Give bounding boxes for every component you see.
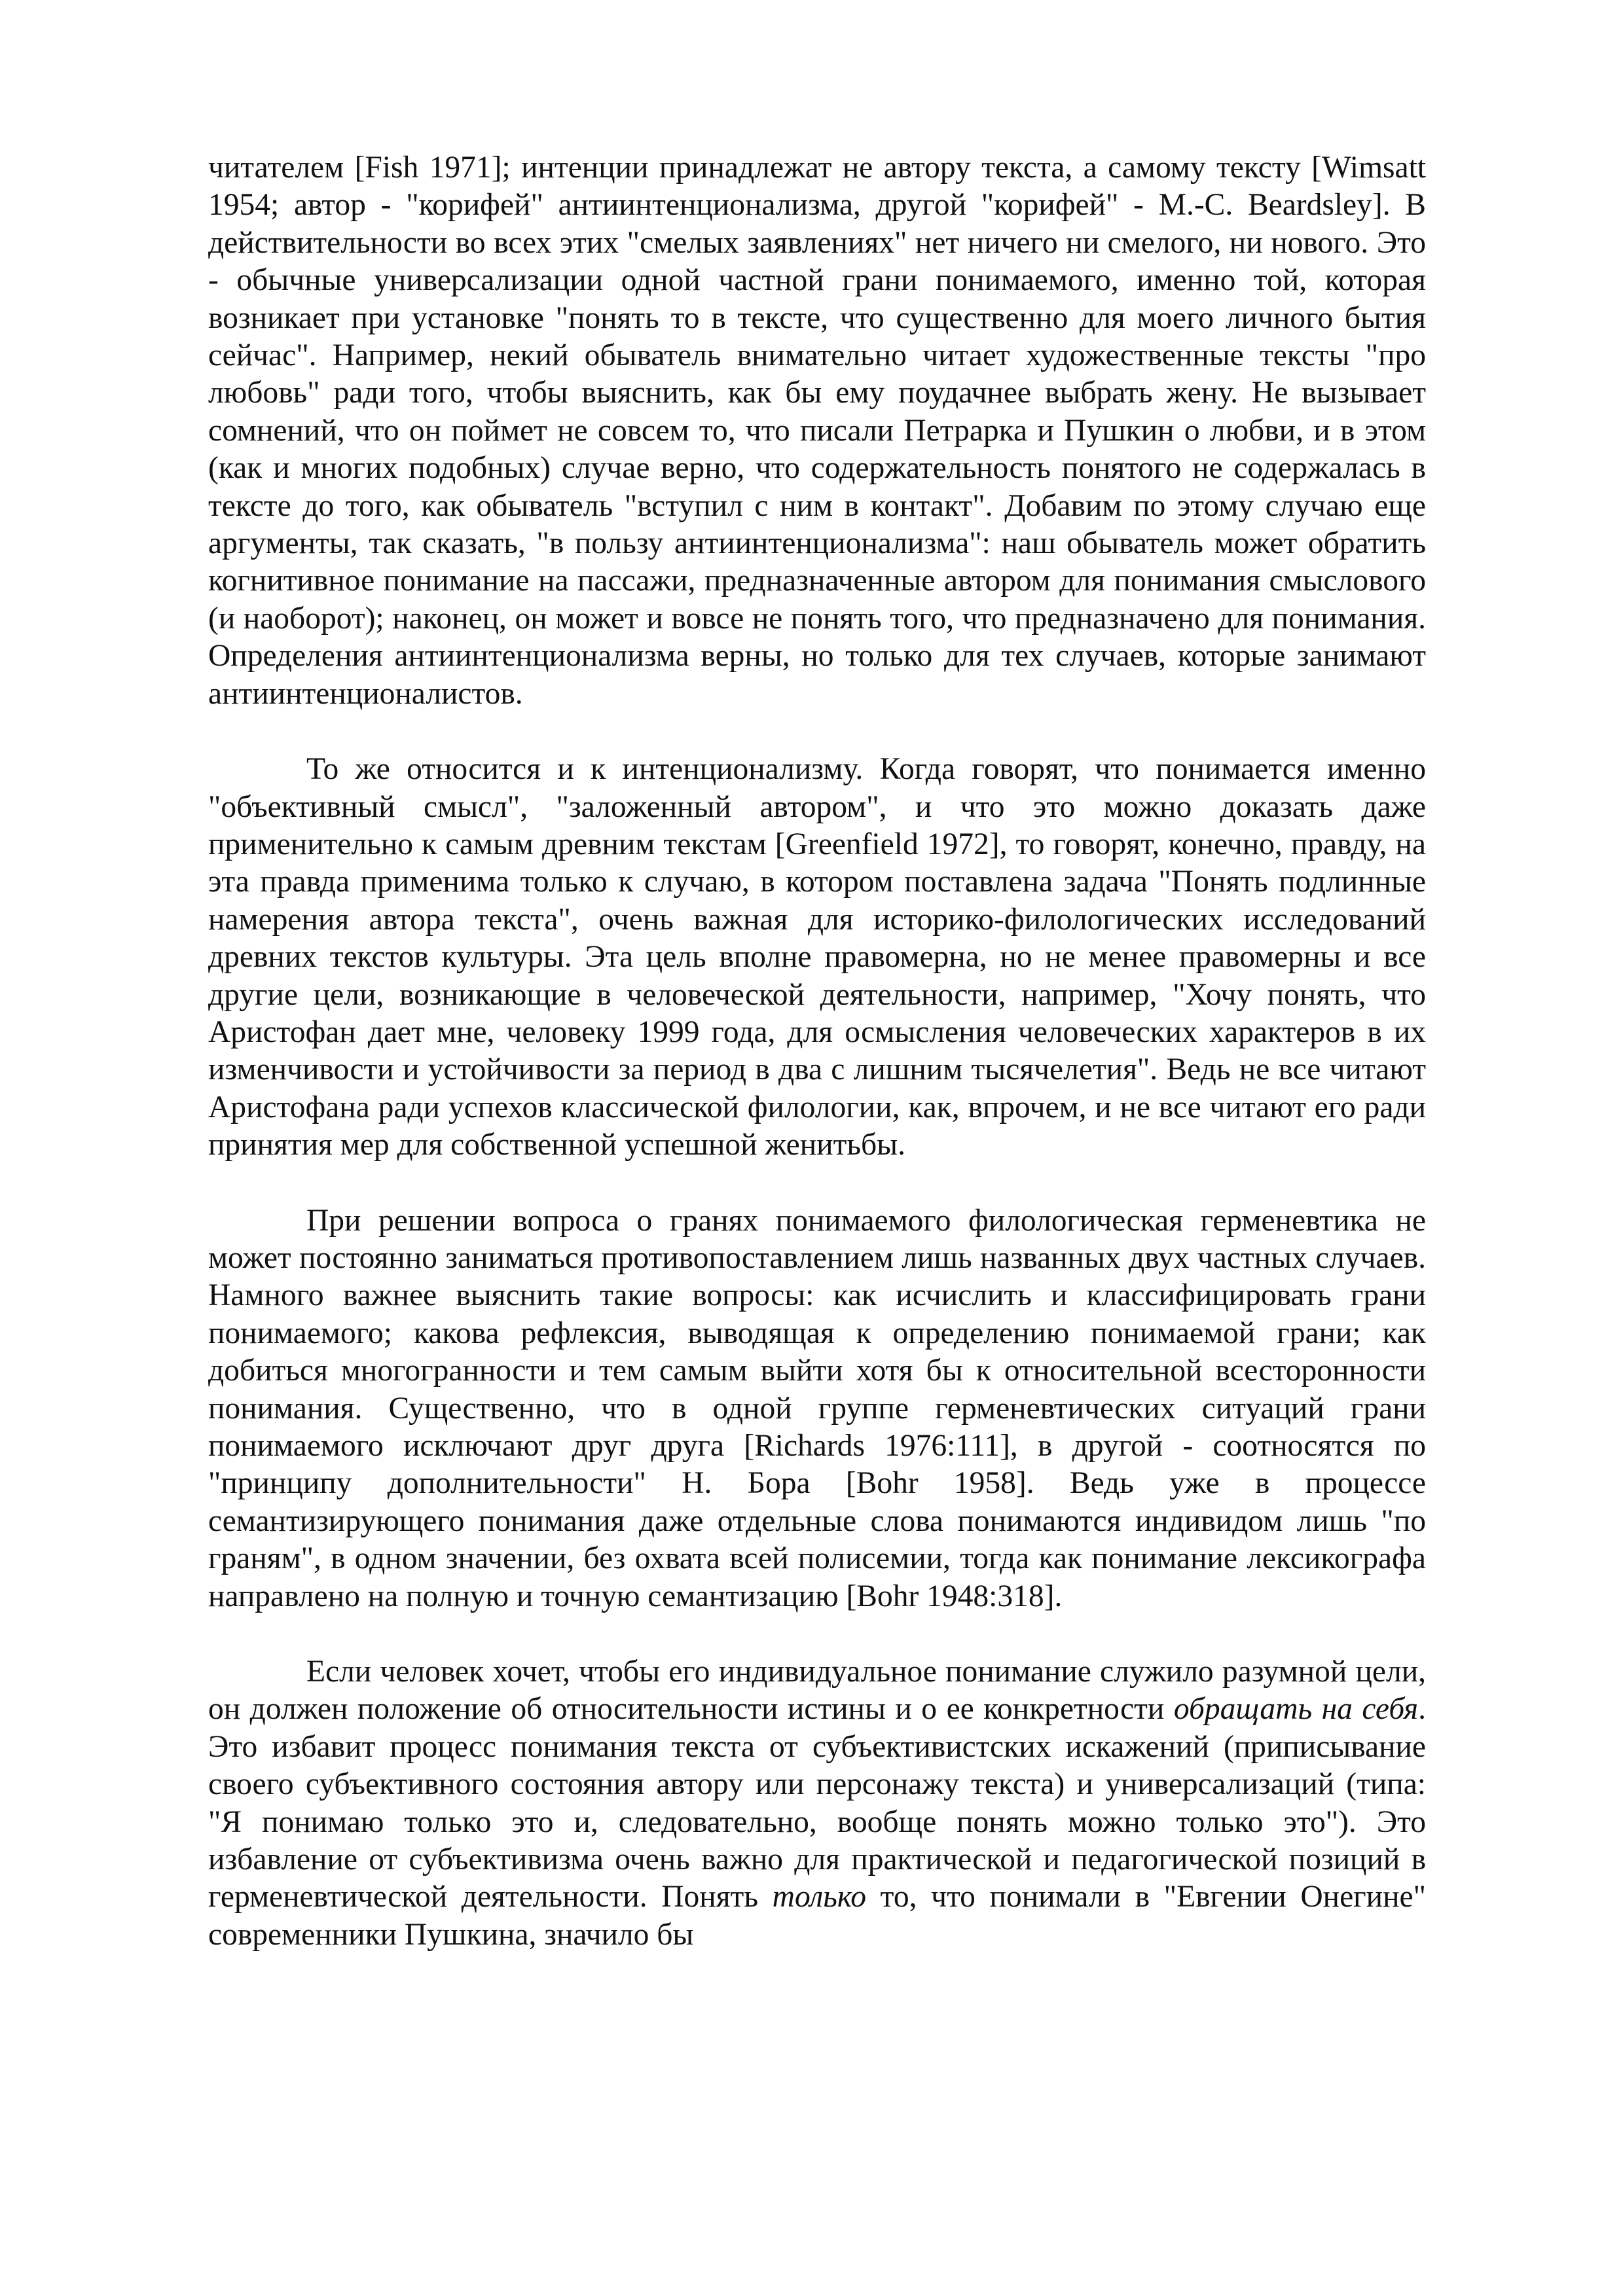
paragraph-4-text-c: то, что понимали в "Евгении Онегине" современники Пушкина, значило бы	[208, 1880, 1426, 1952]
paragraph-3-text: При решении вопроса о гранях понимаемого филологическая герменевтика не может постоянно заниматься противопоставлением лишь названных двух частных случаев. Намного важнее выяснить такие вопросы: как исчислить и классифицировать грани понимаемого; какова рефлексия, выводящая к определению понимаемой грани; как добиться многогранности и тем самым выйти хотя бы к относительной всесторонности понимания. Существенно, что в одной группе герменевтических ситуаций грани понимаемого исключают друг друга [Richards 1976:111], в другой - соотносятся по "принципу дополнительности" Н. Бора [Bohr 1958]. Ведь уже в процессе семантизирующего понимания даже отдельные слова понимаются индивидом лишь "по граням", в одном значении, без охвата всей полисемии, тогда как понимание лексикографа направлено на полную и точную семантизацию [Bohr 1948:318].	[208, 1203, 1426, 1613]
paragraph-1-text: читателем [Fish 1971]; интенции принадлежат не автору текста, а самому тексту [Wimsatt 1954; автор - "корифей" антиинтенционализма, другой "корифей" - M.-C. Beardsley]. В действительности во всех этих "смелых заявлениях" нет ничего ни смелого, ни нового. Это - обычные универсализации одной частной грани понимаемого, именно той, которая возникает при установке "понять то в тексте, что существенно для моего личного бытия сейчас". Например, некий обыватель внимательно читает художественные тексты "про любовь" ради того, чтобы выяснить, как бы ему поудачнее выбрать жену. Не вызывает сомнений, что он поймет не совсем то, что писали Петрарка и Пушкин о любви, и в этом (как и многих подобных) случае верно, что содержательность понятого не содержалась в тексте до того, как обыватель "вступил с ним в контакт". Добавим по этому случаю еще аргументы, так сказать, "в пользу антиинтенционализма": наш обыватель может обратить когнитивное понимание на пассажи, предназначенные автором для понимания смыслового (и наоборот); наконец, он может и вовсе не понять того, что предназначено для понимания. Определения антиинтенционализма верны, но только для тех случаев, которые занимают антиинтенционалистов.	[208, 151, 1426, 711]
paragraph-1	[208, 149, 1426, 713]
paragraph-2-text: То же относится и к интенционализму. Когда говорят, что понимается именно "объективный смысл", "заложенный автором", и что это можно доказать даже применительно к самым древним текстам [Greenfield 1972], то говорят, конечно, правду, на эта правда применима только к случаю, в котором поставлена задача "Понять подлинные намерения автора текста", очень важная для историко-филологических исследований древних текстов культуры. Эта цель вполне правомерна, но не менее правомерны и все другие цели, возникающие в человеческой деятельности, например, "Хочу понять, что Аристофан дает мне, человеку 1999 года, для осмысления человеческих характеров в их изменчивости и устойчивости за период в два с лишним тысячелетия". Ведь не все читают Аристофана ради успехов классической филологии, как, впрочем, и не все читают его ради принятия мер для собственной успешной женитьбы.	[208, 752, 1426, 1162]
paragraph-4-italic-b: только	[772, 1880, 867, 1914]
paragraph-4	[208, 1653, 1426, 1954]
paragraph-4-italic-a: обращать на себя	[1173, 1692, 1419, 1727]
paragraph-4-text-b: . Это избавит процесс понимания текста от субъективистских искажений (приписывание своего субъективного состояния автору или персонажу текста) и универсализаций (типа: "Я понимаю только это и, следовательно, вообще понять можно только это"). Это избавление от субъективизма очень важно для практической и педагогической позиций в герменевтической деятельности. Понять	[208, 1692, 1426, 1914]
paragraph-2	[208, 751, 1426, 1164]
paragraph-3	[208, 1202, 1426, 1615]
paragraph-4-text-a: Если человек хочет, чтобы его индивидуальное понимание служило разумной цели, он должен положение об относительности истины и о ее конкретности	[208, 1655, 1426, 1727]
body-text	[208, 149, 1426, 1954]
